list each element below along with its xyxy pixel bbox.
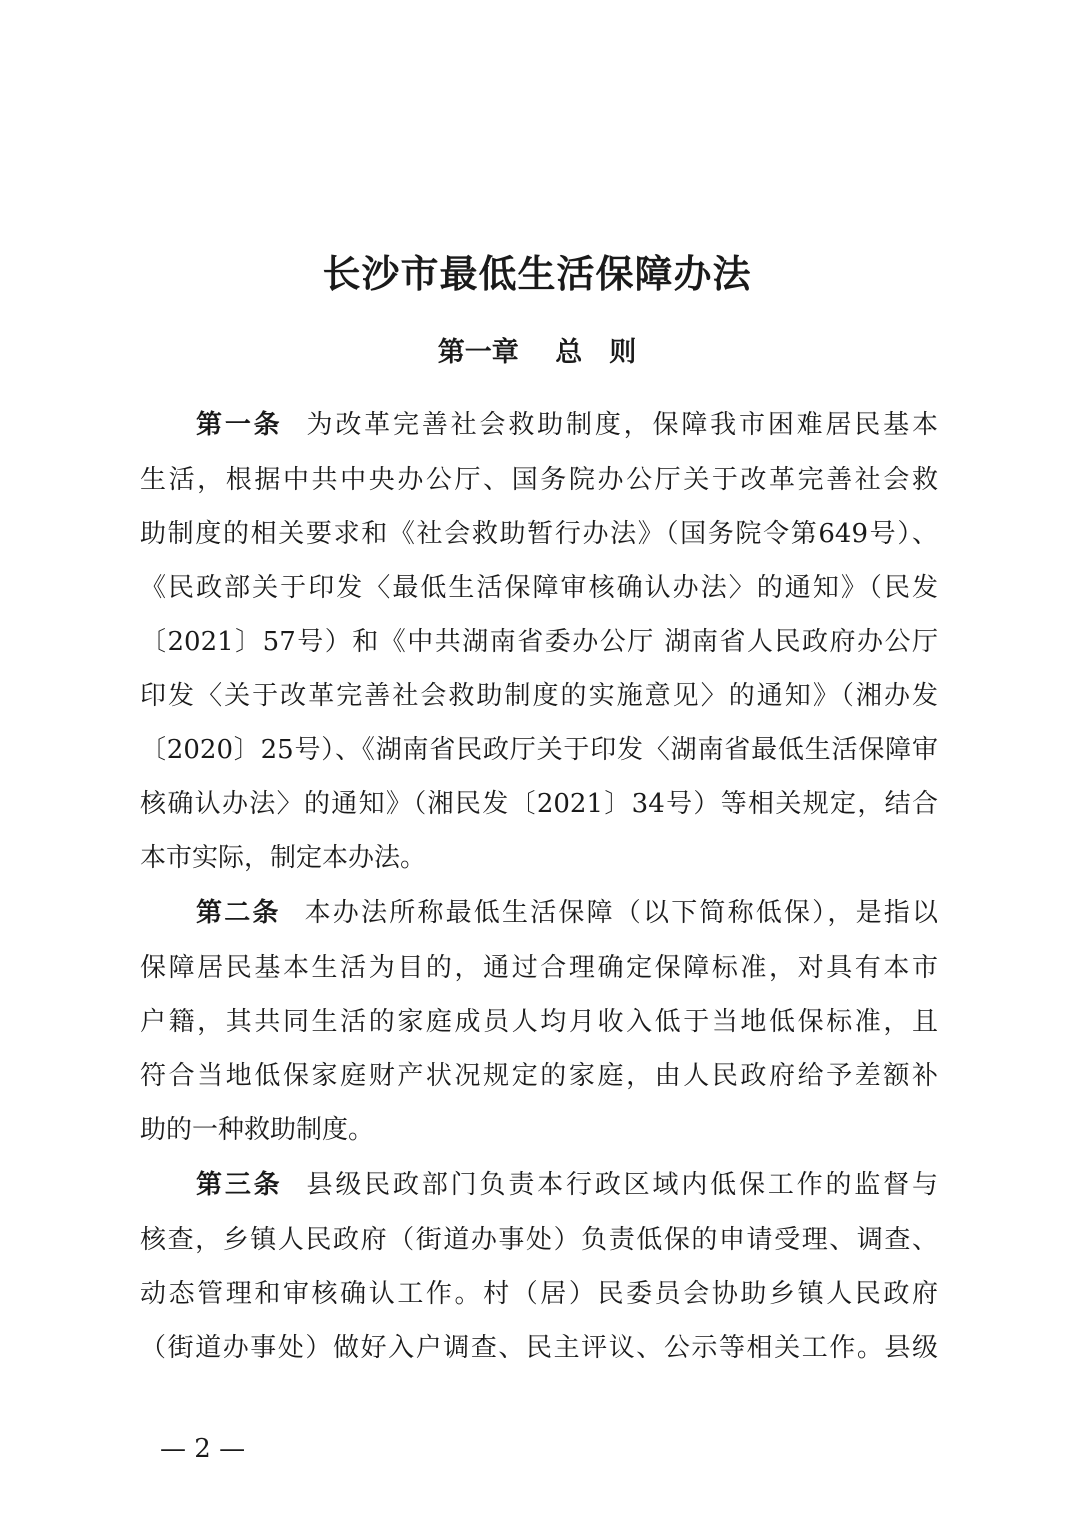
document-title: 长沙市最低生活保障办法 bbox=[322, 251, 752, 296]
article-2-label: 第二条 bbox=[196, 898, 281, 928]
article-2-line-4: 符合当地低保家庭财产状况规定的家庭，由人民政府给予差额补 bbox=[140, 1061, 938, 1091]
article-1-label: 第一条 bbox=[196, 410, 283, 440]
article-1-line-2: 生活，根据中共中央办公厅、国务院办公厅关于改革完善社会救 bbox=[140, 465, 938, 495]
article-1-line-6: 印发〈关于改革完善社会救助制度的实施意见〉的通知》（湘办发 bbox=[140, 681, 938, 711]
article-2-line-3: 户籍，其共同生活的家庭成员人均月收入低于当地低保标准，且 bbox=[140, 1007, 938, 1037]
article-3-label: 第三条 bbox=[196, 1170, 283, 1200]
article-1-line-5: 〔2021〕57号）和《中共湖南省委办公厅 湖南省人民政府办公厅 bbox=[140, 627, 938, 657]
article-1-line-8: 核确认办法〉的通知》（湘民发〔2021〕34号）等相关规定，结合 bbox=[140, 789, 938, 819]
article-2-line-2: 保障居民基本生活为目的，通过合理确定保障标准，对具有本市 bbox=[140, 953, 938, 983]
article-3-line-1 bbox=[196, 1158, 938, 1212]
article-3-line-3: 动态管理和审核确认工作。村（居）民委员会协助乡镇人民政府 bbox=[140, 1279, 938, 1309]
page-number: — 2 — bbox=[160, 1434, 246, 1464]
article-2-line-5: 助的一种救助制度。 bbox=[140, 1115, 375, 1145]
article-2-text: 本办法所称最低生活保障（以下简称低保），是指以 bbox=[304, 898, 938, 928]
article-2-line-1 bbox=[196, 886, 938, 940]
article-3-line-4: （街道办事处）做好入户调查、民主评议、公示等相关工作。县级 bbox=[140, 1333, 938, 1363]
article-3-text: 县级民政部门负责本行政区域内低保工作的监督与 bbox=[306, 1170, 938, 1200]
article-1-line-3: 助制度的相关要求和《社会救助暂行办法》（国务院令第649号）、 bbox=[140, 519, 938, 549]
chapter-heading: 第一章 总 则 bbox=[437, 337, 637, 368]
article-1-line-1 bbox=[196, 398, 938, 452]
article-1-text: 为改革完善社会救助制度，保障我市困难居民基本 bbox=[306, 410, 938, 440]
article-1-line-9: 本市实际，制定本办法。 bbox=[140, 843, 427, 873]
article-1-line-7: 〔2020〕25号）、《湖南省民政厅关于印发〈湖南省最低生活保障审 bbox=[140, 735, 938, 765]
article-3-line-2: 核查，乡镇人民政府（街道办事处）负责低保的申请受理、调查、 bbox=[140, 1225, 938, 1255]
article-1-line-4: 《民政部关于印发〈最低生活保障审核确认办法〉的通知》（民发 bbox=[140, 573, 938, 603]
